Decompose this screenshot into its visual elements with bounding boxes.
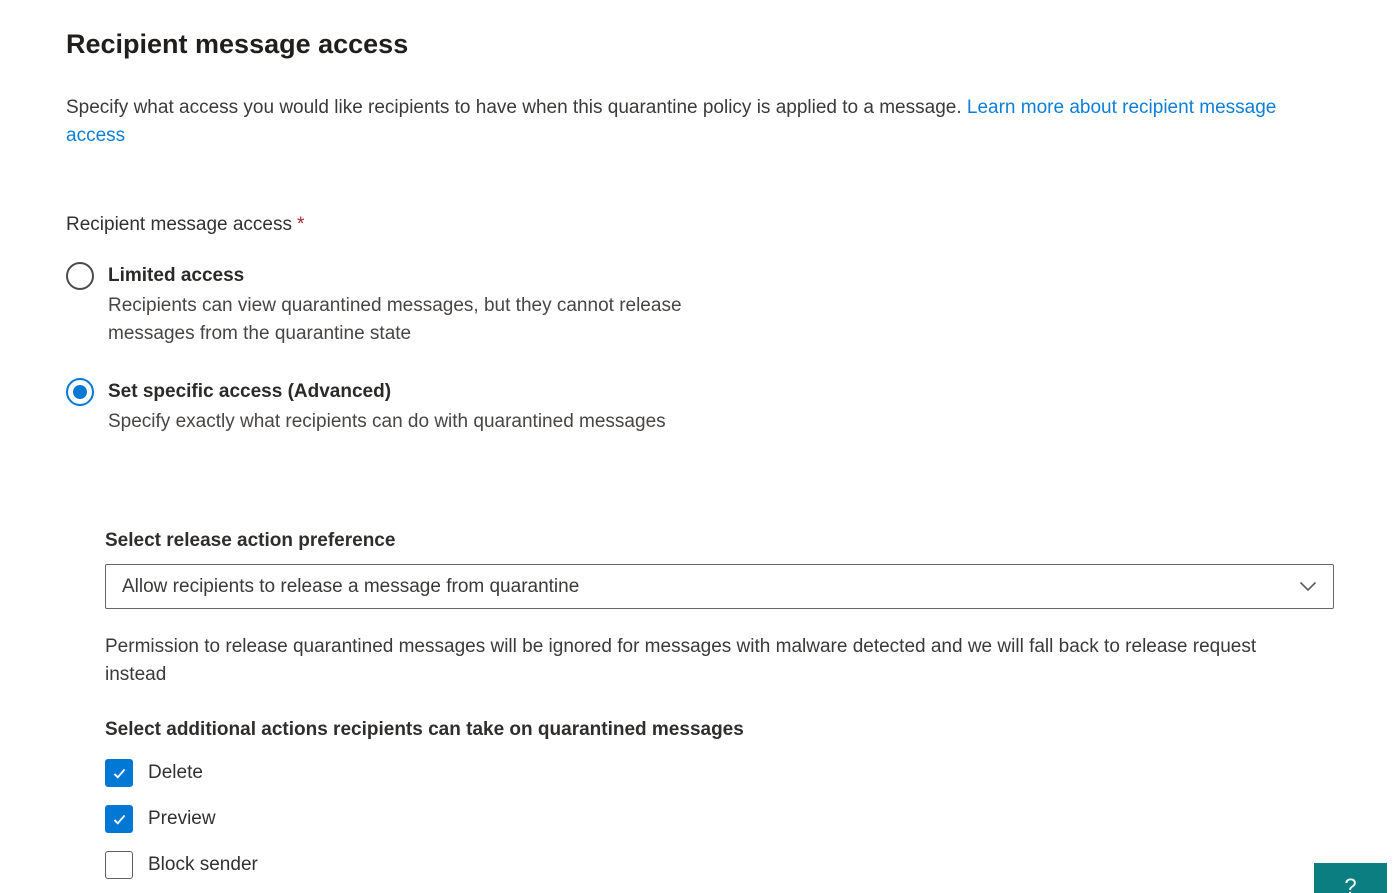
checkbox-checked-icon[interactable] [105,759,133,787]
checkbox-label-preview: Preview [148,808,216,829]
radio-label-set-specific-access: Set specific access (Advanced) [108,381,392,402]
malware-fallback-note: Permission to release quarantined messages will be ignored for messages with malware detected and we will fall back to release request instead [105,636,1257,685]
help-button[interactable]: ? [1314,863,1387,893]
radio-description-limited-access: Recipients can view quarantined messages, but they cannot release messages from the quarantine state [108,295,682,344]
radio-description-set-specific-access: Specify exactly what recipients can do with quarantined messages [108,411,666,432]
radio-selected-icon[interactable] [66,378,94,406]
checkbox-row-delete[interactable] [105,759,203,787]
checkbox-checked-icon[interactable] [105,805,133,833]
page-description-text: Specify what access you would like recipients to have when this quarantine policy is applied to a message. [66,97,962,118]
radio-option-set-specific-access-body [108,378,666,436]
checkbox-row-block-sender[interactable] [105,851,258,879]
release-preference-selected-value: Allow recipients to release a message from quarantine [122,575,580,597]
access-field-label [66,212,1397,238]
page-description [66,94,1334,150]
radio-label-limited-access: Limited access [108,265,245,286]
checkbox-row-preview[interactable] [105,805,216,833]
release-preference-label: Select release action preference [105,530,396,551]
checkbox-label-block-sender: Block sender [148,854,258,875]
learn-more-link[interactable]: Learn more about recipient message access [66,97,1277,146]
radio-option-limited-access-body [108,262,758,348]
checkbox-unchecked-icon[interactable] [105,851,133,879]
radio-option-set-specific-access[interactable] [66,378,1397,436]
radio-option-limited-access[interactable] [66,262,1397,348]
chevron-down-icon [1299,581,1317,592]
required-asterisk: * [297,214,305,235]
radio-unselected-icon[interactable] [66,262,94,290]
additional-actions-label: Select additional actions recipients can take on quarantined messages [105,719,744,740]
checkbox-label-delete: Delete [148,762,203,783]
access-field-label-text: Recipient message access [66,214,292,235]
page-title: Recipient message access [66,29,409,59]
advanced-settings-section [105,528,1397,879]
release-preference-dropdown[interactable] [105,564,1334,609]
